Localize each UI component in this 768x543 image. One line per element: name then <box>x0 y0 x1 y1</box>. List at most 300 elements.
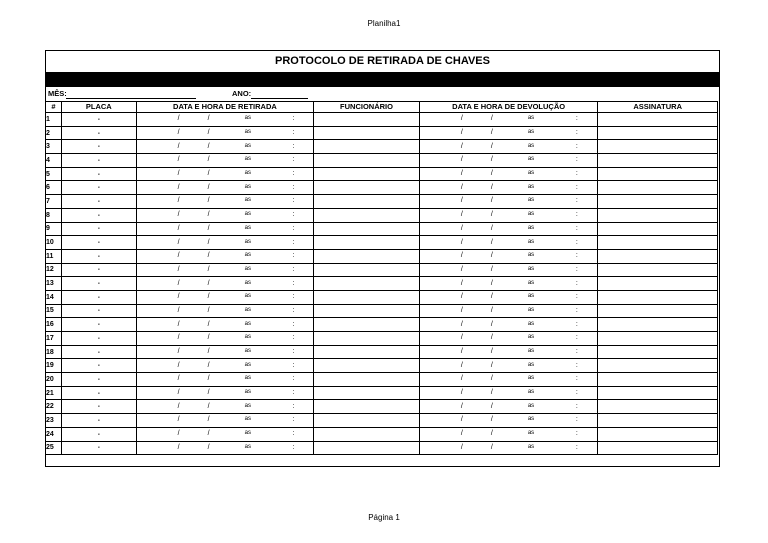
devolucao-colon: : <box>575 334 578 342</box>
devolucao-slash-2: / <box>490 279 493 287</box>
row-number: 16 <box>46 318 62 332</box>
devolucao-as: as <box>527 170 535 177</box>
placa-cell[interactable]: - <box>61 441 136 455</box>
assinatura-cell[interactable] <box>598 373 718 387</box>
retirada-as: as <box>244 211 251 218</box>
devolucao-cell[interactable] <box>419 304 598 318</box>
retirada-slash-2: / <box>207 306 210 314</box>
row-number: 7 <box>46 195 62 209</box>
retirada-cell[interactable] <box>136 208 314 222</box>
placa-cell[interactable]: - <box>61 304 136 318</box>
devolucao-cell[interactable] <box>419 195 598 209</box>
devolucao-colon: : <box>575 293 578 301</box>
retirada-slash-2: / <box>207 402 210 410</box>
funcionario-cell[interactable] <box>314 277 420 291</box>
retirada-as: as <box>244 265 251 272</box>
devolucao-slash-1: / <box>460 129 463 137</box>
row-number: 10 <box>46 236 62 250</box>
table-row <box>46 167 718 181</box>
retirada-as: as <box>244 416 251 423</box>
devolucao-slash-2: / <box>490 334 493 342</box>
funcionario-cell[interactable] <box>314 208 420 222</box>
row-number: 6 <box>46 181 62 195</box>
retirada-colon: : <box>292 156 295 164</box>
devolucao-cell[interactable] <box>419 181 598 195</box>
devolucao-cell[interactable] <box>419 167 598 181</box>
retirada-slash-1: / <box>177 375 180 383</box>
devolucao-colon: : <box>575 389 578 397</box>
table-row <box>46 318 718 332</box>
retirada-cell[interactable] <box>136 140 314 154</box>
retirada-slash-1: / <box>177 416 180 424</box>
placa-cell[interactable]: - <box>61 318 136 332</box>
retirada-colon: : <box>292 430 295 438</box>
retirada-cell[interactable] <box>136 427 314 441</box>
row-number: 23 <box>46 414 62 428</box>
assinatura-cell[interactable] <box>598 222 718 236</box>
retirada-colon: : <box>292 197 295 205</box>
funcionario-cell[interactable] <box>314 414 420 428</box>
row-number: 12 <box>46 263 62 277</box>
placa-cell[interactable]: - <box>61 359 136 373</box>
assinatura-cell[interactable] <box>598 126 718 140</box>
funcionario-cell[interactable] <box>314 113 420 127</box>
retirada-as: as <box>244 443 251 450</box>
devolucao-as: as <box>527 211 535 218</box>
retirada-slash-1: / <box>177 238 180 246</box>
devolucao-cell[interactable] <box>419 277 598 291</box>
retirada-colon: : <box>292 115 295 123</box>
funcionario-cell[interactable] <box>314 332 420 346</box>
assinatura-cell[interactable] <box>598 249 718 263</box>
devolucao-cell[interactable] <box>419 414 598 428</box>
devolucao-colon: : <box>575 252 578 260</box>
devolucao-slash-1: / <box>460 197 463 205</box>
funcionario-cell[interactable] <box>314 345 420 359</box>
devolucao-colon: : <box>575 430 578 438</box>
assinatura-cell[interactable] <box>598 332 718 346</box>
retirada-as: as <box>244 170 251 177</box>
devolucao-slash-2: / <box>490 320 493 328</box>
retirada-cell[interactable] <box>136 195 314 209</box>
devolucao-cell[interactable] <box>419 113 598 127</box>
funcionario-cell[interactable] <box>314 236 420 250</box>
retirada-as: as <box>244 142 251 149</box>
col-header-assinatura: ASSINATURA <box>598 102 718 113</box>
retirada-colon: : <box>292 238 295 246</box>
devolucao-slash-1: / <box>460 402 463 410</box>
devolucao-slash-2: / <box>490 252 493 260</box>
funcionario-cell[interactable] <box>314 195 420 209</box>
devolucao-slash-2: / <box>490 142 493 150</box>
devolucao-slash-2: / <box>490 361 493 369</box>
devolucao-slash-1: / <box>460 279 463 287</box>
devolucao-slash-1: / <box>460 293 463 301</box>
retirada-colon: : <box>292 306 295 314</box>
retirada-colon: : <box>292 252 295 260</box>
devolucao-cell[interactable] <box>419 126 598 140</box>
retirada-slash-2: / <box>207 361 210 369</box>
retirada-as: as <box>244 306 251 313</box>
row-number: 20 <box>46 373 62 387</box>
retirada-as: as <box>244 375 251 382</box>
retirada-cell[interactable] <box>136 249 314 263</box>
devolucao-colon: : <box>575 279 578 287</box>
funcionario-cell[interactable] <box>314 290 420 304</box>
devolucao-cell[interactable] <box>419 208 598 222</box>
page-number: Página 1 <box>368 513 400 522</box>
keys-table <box>45 101 718 455</box>
devolucao-as: as <box>527 129 535 136</box>
assinatura-cell[interactable] <box>598 208 718 222</box>
table-row <box>46 304 718 318</box>
placa-cell[interactable]: - <box>61 373 136 387</box>
assinatura-cell[interactable] <box>598 386 718 400</box>
devolucao-cell[interactable] <box>419 263 598 277</box>
retirada-slash-2: / <box>207 129 210 137</box>
assinatura-cell[interactable] <box>598 290 718 304</box>
retirada-as: as <box>244 224 251 231</box>
placa-cell[interactable]: - <box>61 400 136 414</box>
retirada-colon: : <box>292 348 295 356</box>
devolucao-cell[interactable] <box>419 290 598 304</box>
retirada-slash-2: / <box>207 252 210 260</box>
placa-cell[interactable]: - <box>61 263 136 277</box>
devolucao-as: as <box>527 389 535 396</box>
funcionario-cell[interactable] <box>314 400 420 414</box>
funcionario-cell[interactable] <box>314 154 420 168</box>
devolucao-slash-1: / <box>460 389 463 397</box>
row-number: 9 <box>46 222 62 236</box>
retirada-slash-2: / <box>207 197 210 205</box>
retirada-cell[interactable] <box>136 373 314 387</box>
devolucao-slash-1: / <box>460 375 463 383</box>
assinatura-cell[interactable] <box>598 441 718 455</box>
retirada-as: as <box>244 320 251 327</box>
placa-cell[interactable]: - <box>61 414 136 428</box>
devolucao-cell[interactable] <box>419 441 598 455</box>
devolucao-slash-2: / <box>490 224 493 232</box>
devolucao-as: as <box>527 279 535 286</box>
funcionario-cell[interactable] <box>314 263 420 277</box>
retirada-cell[interactable] <box>136 441 314 455</box>
devolucao-slash-1: / <box>460 142 463 150</box>
table-row <box>46 386 718 400</box>
retirada-slash-1: / <box>177 402 180 410</box>
retirada-as: as <box>244 197 251 204</box>
row-number: 15 <box>46 304 62 318</box>
assinatura-cell[interactable] <box>598 263 718 277</box>
retirada-cell[interactable] <box>136 236 314 250</box>
retirada-slash-2: / <box>207 224 210 232</box>
retirada-as: as <box>244 279 251 286</box>
retirada-cell[interactable] <box>136 167 314 181</box>
placa-cell[interactable]: - <box>61 181 136 195</box>
devolucao-cell[interactable] <box>419 345 598 359</box>
table-row <box>46 113 718 127</box>
row-number: 8 <box>46 208 62 222</box>
devolucao-cell[interactable] <box>419 222 598 236</box>
funcionario-cell[interactable] <box>314 222 420 236</box>
mes-label: MÊS: <box>48 89 67 98</box>
retirada-cell[interactable] <box>136 154 314 168</box>
devolucao-slash-2: / <box>490 238 493 246</box>
assinatura-cell[interactable] <box>598 345 718 359</box>
retirada-slash-2: / <box>207 238 210 246</box>
devolucao-slash-2: / <box>490 129 493 137</box>
retirada-cell[interactable] <box>136 400 314 414</box>
retirada-slash-1: / <box>177 170 180 178</box>
retirada-slash-2: / <box>207 443 210 451</box>
retirada-slash-2: / <box>207 170 210 178</box>
ano-label: ANO: <box>232 89 252 98</box>
retirada-as: as <box>244 129 251 136</box>
placa-cell[interactable]: - <box>61 386 136 400</box>
funcionario-cell[interactable] <box>314 373 420 387</box>
table-row <box>46 414 718 428</box>
retirada-as: as <box>244 361 251 368</box>
devolucao-cell[interactable] <box>419 140 598 154</box>
placa-cell[interactable]: - <box>61 277 136 291</box>
funcionario-cell[interactable] <box>314 140 420 154</box>
table-row <box>46 222 718 236</box>
devolucao-as: as <box>527 183 535 190</box>
devolucao-cell[interactable] <box>419 249 598 263</box>
retirada-colon: : <box>292 389 295 397</box>
devolucao-cell[interactable] <box>419 332 598 346</box>
funcionario-cell[interactable] <box>314 249 420 263</box>
devolucao-colon: : <box>575 183 578 191</box>
devolucao-colon: : <box>575 238 578 246</box>
retirada-cell[interactable] <box>136 113 314 127</box>
retirada-slash-1: / <box>177 129 180 137</box>
col-header-funcionario: FUNCIONÁRIO <box>314 102 420 113</box>
retirada-slash-1: / <box>177 443 180 451</box>
table-row <box>46 373 718 387</box>
retirada-cell[interactable] <box>136 181 314 195</box>
devolucao-slash-1: / <box>460 443 463 451</box>
devolucao-as: as <box>527 320 535 327</box>
devolucao-colon: : <box>575 224 578 232</box>
devolucao-slash-2: / <box>490 156 493 164</box>
retirada-slash-1: / <box>177 197 180 205</box>
devolucao-cell[interactable] <box>419 359 598 373</box>
retirada-cell[interactable] <box>136 126 314 140</box>
retirada-slash-1: / <box>177 430 180 438</box>
placa-cell[interactable]: - <box>61 249 136 263</box>
devolucao-slash-2: / <box>490 265 493 273</box>
retirada-cell[interactable] <box>136 386 314 400</box>
funcionario-cell[interactable] <box>314 318 420 332</box>
placa-cell[interactable]: - <box>61 332 136 346</box>
retirada-cell[interactable] <box>136 332 314 346</box>
devolucao-slash-2: / <box>490 183 493 191</box>
devolucao-colon: : <box>575 115 578 123</box>
retirada-slash-1: / <box>177 142 180 150</box>
assinatura-cell[interactable] <box>598 236 718 250</box>
assinatura-cell[interactable] <box>598 181 718 195</box>
retirada-as: as <box>244 402 251 409</box>
retirada-slash-1: / <box>177 156 180 164</box>
table-row <box>46 154 718 168</box>
retirada-slash-1: / <box>177 279 180 287</box>
devolucao-as: as <box>527 265 535 272</box>
row-number: 22 <box>46 400 62 414</box>
table-row <box>46 441 718 455</box>
retirada-cell[interactable] <box>136 318 314 332</box>
devolucao-slash-1: / <box>460 238 463 246</box>
placa-cell[interactable]: - <box>61 154 136 168</box>
row-number: 24 <box>46 427 62 441</box>
devolucao-slash-1: / <box>460 430 463 438</box>
retirada-cell[interactable] <box>136 359 314 373</box>
retirada-cell[interactable] <box>136 277 314 291</box>
devolucao-slash-1: / <box>460 224 463 232</box>
retirada-slash-1: / <box>177 293 180 301</box>
funcionario-cell[interactable] <box>314 427 420 441</box>
devolucao-as: as <box>527 197 535 204</box>
placa-cell[interactable]: - <box>61 126 136 140</box>
funcionario-cell[interactable] <box>314 181 420 195</box>
placa-cell[interactable]: - <box>61 222 136 236</box>
devolucao-slash-2: / <box>490 170 493 178</box>
devolucao-cell[interactable] <box>419 154 598 168</box>
retirada-cell[interactable] <box>136 222 314 236</box>
funcionario-cell[interactable] <box>314 359 420 373</box>
devolucao-slash-1: / <box>460 265 463 273</box>
devolucao-slash-1: / <box>460 156 463 164</box>
placa-cell[interactable]: - <box>61 345 136 359</box>
retirada-slash-2: / <box>207 334 210 342</box>
retirada-as: as <box>244 238 251 245</box>
retirada-colon: : <box>292 142 295 150</box>
devolucao-cell[interactable] <box>419 373 598 387</box>
devolucao-colon: : <box>575 320 578 328</box>
ano-line[interactable] <box>251 98 308 99</box>
devolucao-cell[interactable] <box>419 386 598 400</box>
funcionario-cell[interactable] <box>314 126 420 140</box>
placa-cell[interactable]: - <box>61 427 136 441</box>
devolucao-slash-2: / <box>490 115 493 123</box>
devolucao-as: as <box>527 361 535 368</box>
row-number: 17 <box>46 332 62 346</box>
retirada-colon: : <box>292 279 295 287</box>
assinatura-cell[interactable] <box>598 318 718 332</box>
row-number: 2 <box>46 126 62 140</box>
retirada-colon: : <box>292 375 295 383</box>
devolucao-slash-1: / <box>460 170 463 178</box>
funcionario-cell[interactable] <box>314 386 420 400</box>
devolucao-colon: : <box>575 129 578 137</box>
funcionario-cell[interactable] <box>314 441 420 455</box>
devolucao-colon: : <box>575 348 578 356</box>
devolucao-slash-1: / <box>460 211 463 219</box>
assinatura-cell[interactable] <box>598 154 718 168</box>
devolucao-colon: : <box>575 375 578 383</box>
placa-cell[interactable]: - <box>61 236 136 250</box>
row-number: 11 <box>46 249 62 263</box>
mes-line[interactable] <box>66 98 196 99</box>
retirada-slash-1: / <box>177 361 180 369</box>
row-number: 21 <box>46 386 62 400</box>
retirada-slash-2: / <box>207 156 210 164</box>
devolucao-colon: : <box>575 402 578 410</box>
table-row <box>46 277 718 291</box>
assinatura-cell[interactable] <box>598 400 718 414</box>
devolucao-slash-1: / <box>460 306 463 314</box>
table-row <box>46 208 718 222</box>
retirada-cell[interactable] <box>136 263 314 277</box>
placa-cell[interactable]: - <box>61 140 136 154</box>
retirada-slash-2: / <box>207 416 210 424</box>
retirada-as: as <box>244 115 251 122</box>
table-row <box>46 126 718 140</box>
assinatura-cell[interactable] <box>598 359 718 373</box>
assinatura-cell[interactable] <box>598 427 718 441</box>
row-number: 18 <box>46 345 62 359</box>
assinatura-cell[interactable] <box>598 140 718 154</box>
retirada-colon: : <box>292 170 295 178</box>
table-row <box>46 345 718 359</box>
devolucao-colon: : <box>575 197 578 205</box>
devolucao-slash-2: / <box>490 293 493 301</box>
assinatura-cell[interactable] <box>598 167 718 181</box>
retirada-colon: : <box>292 293 295 301</box>
retirada-as: as <box>244 389 251 396</box>
devolucao-as: as <box>527 252 535 259</box>
retirada-cell[interactable] <box>136 345 314 359</box>
retirada-slash-1: / <box>177 224 180 232</box>
row-number: 13 <box>46 277 62 291</box>
devolucao-colon: : <box>575 170 578 178</box>
assinatura-cell[interactable] <box>598 304 718 318</box>
devolucao-colon: : <box>575 156 578 164</box>
placa-cell[interactable]: - <box>61 195 136 209</box>
devolucao-as: as <box>527 402 535 409</box>
devolucao-as: as <box>527 443 535 450</box>
retirada-slash-2: / <box>207 265 210 273</box>
retirada-slash-2: / <box>207 183 210 191</box>
retirada-slash-1: / <box>177 115 180 123</box>
funcionario-cell[interactable] <box>314 167 420 181</box>
devolucao-slash-1: / <box>460 361 463 369</box>
devolucao-cell[interactable] <box>419 400 598 414</box>
devolucao-cell[interactable] <box>419 236 598 250</box>
assinatura-cell[interactable] <box>598 414 718 428</box>
retirada-colon: : <box>292 129 295 137</box>
devolucao-cell[interactable] <box>419 318 598 332</box>
devolucao-slash-2: / <box>490 443 493 451</box>
retirada-cell[interactable] <box>136 304 314 318</box>
assinatura-cell[interactable] <box>598 113 718 127</box>
retirada-cell[interactable] <box>136 414 314 428</box>
funcionario-cell[interactable] <box>314 304 420 318</box>
placa-cell[interactable]: - <box>61 290 136 304</box>
placa-cell[interactable]: - <box>61 167 136 181</box>
assinatura-cell[interactable] <box>598 277 718 291</box>
devolucao-cell[interactable] <box>419 427 598 441</box>
devolucao-colon: : <box>575 142 578 150</box>
placa-cell[interactable]: - <box>61 208 136 222</box>
assinatura-cell[interactable] <box>598 195 718 209</box>
devolucao-slash-2: / <box>490 375 493 383</box>
devolucao-slash-2: / <box>490 197 493 205</box>
placa-cell[interactable]: - <box>61 113 136 127</box>
devolucao-as: as <box>527 224 535 231</box>
retirada-cell[interactable] <box>136 290 314 304</box>
row-number: 5 <box>46 167 62 181</box>
retirada-slash-2: / <box>207 430 210 438</box>
